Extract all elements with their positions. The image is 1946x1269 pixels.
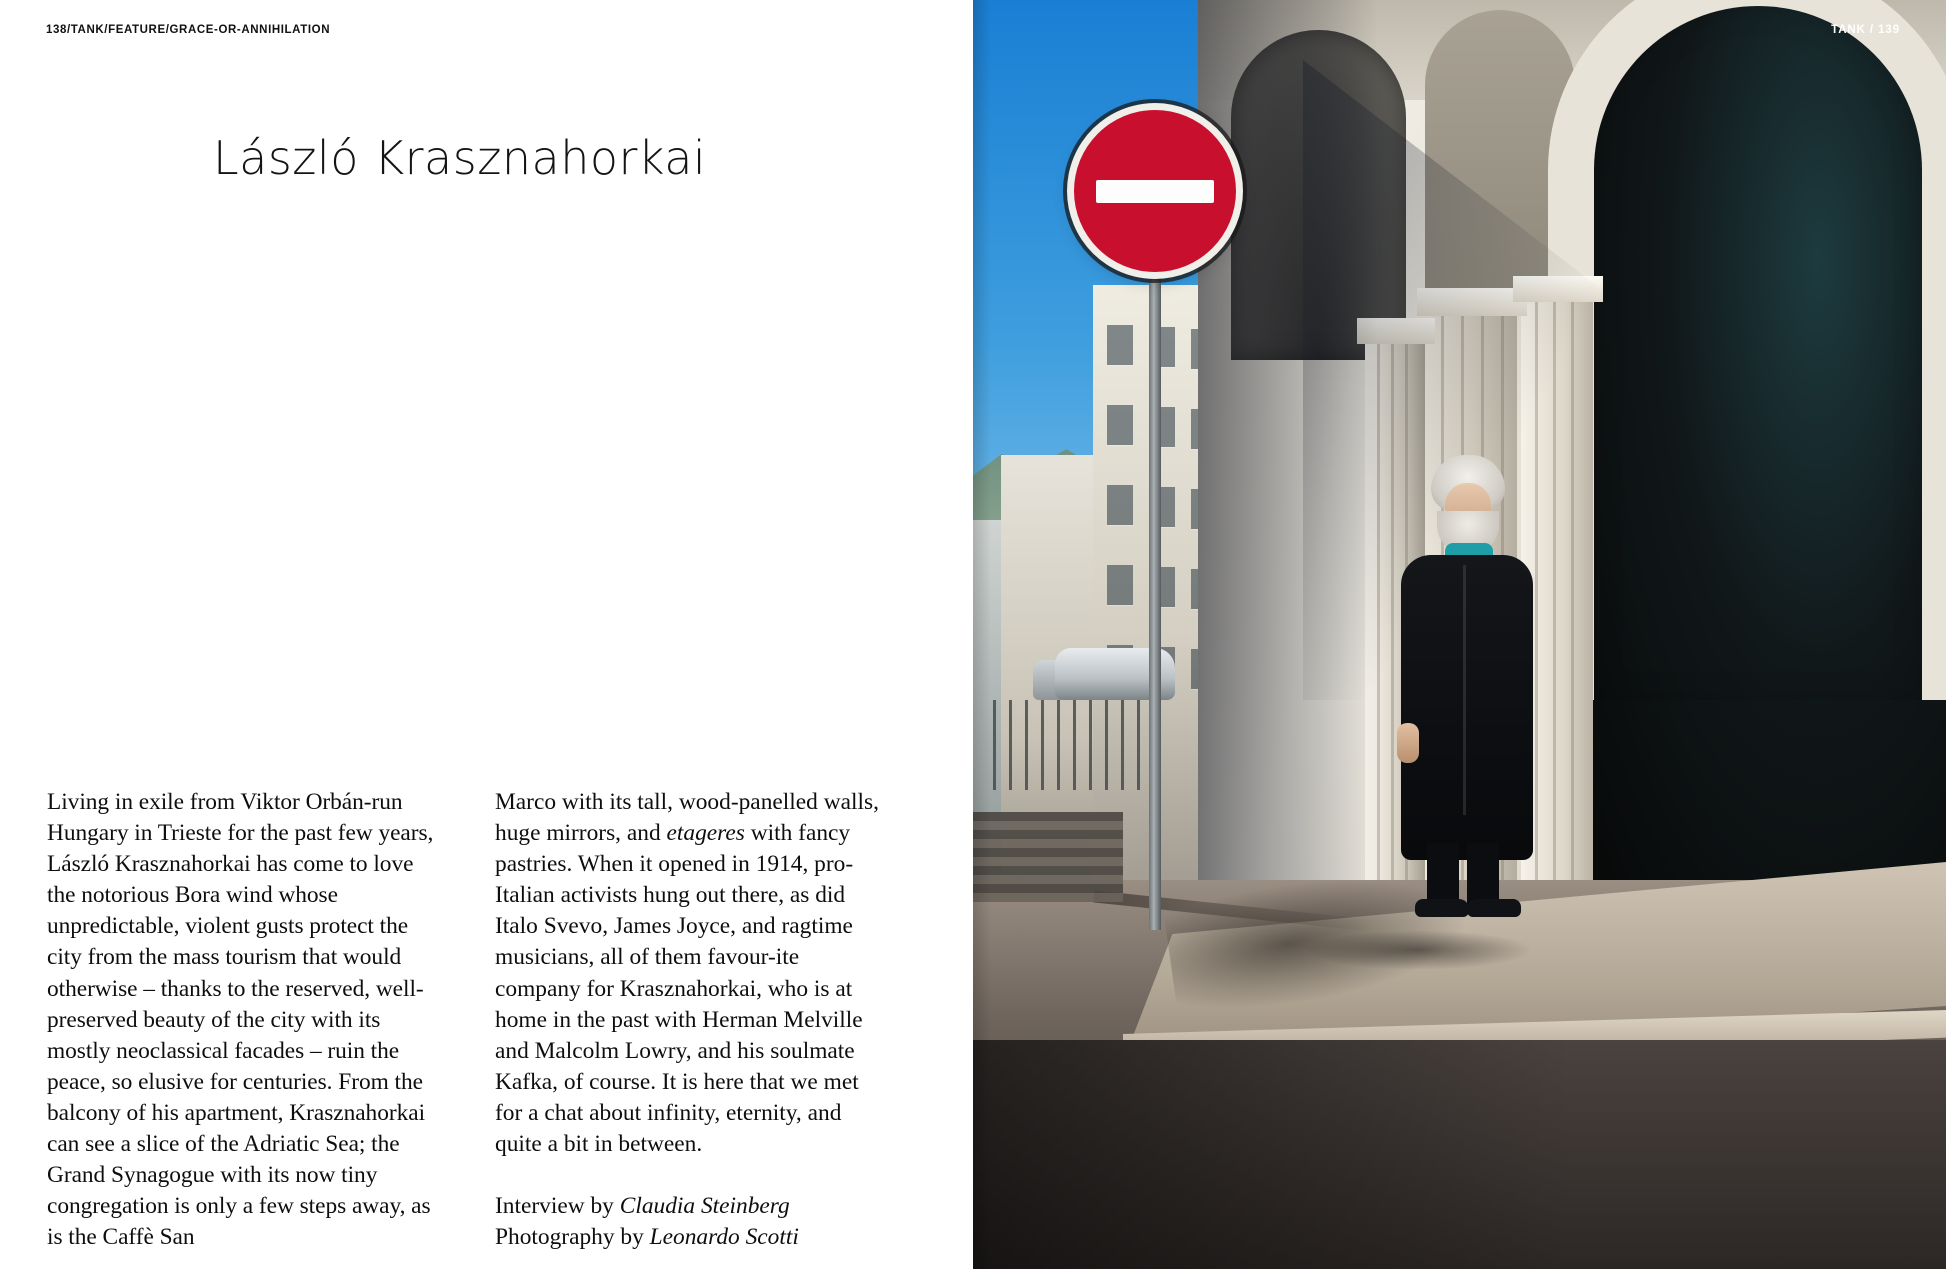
credits-block: [495, 1191, 890, 1253]
credit-photography-name: Leonardo Scotti: [649, 1224, 799, 1251]
building-window: [1107, 565, 1133, 605]
right-page: [973, 0, 1946, 1269]
intro-paragraph-1: Living in exile from Viktor Orbán-run Hungary in Trieste for the past few years, László Krasznahorkai has come to love the notorious Bora wind whose unpredictable, violent gusts protect the city from the mass tourism that would otherwise – thanks to the reserved, well-preserved beauty of the city with its mostly neoclassical facades – ruin the peace, so elusive for centuries. From the balcony of his apartment, Krasznahorkai can see a slice of the Adriatic Sea; the Grand Synagogue with its now tiny congregation is only a few steps away, as is the Caffè San: [47, 789, 434, 1251]
credit-photography: [495, 1222, 890, 1253]
page-title: László Krasznahorkai: [213, 130, 707, 185]
paragraph-2-part1: Marco with its tall, wood-panelled walls, huge mirrors, and: [495, 789, 879, 847]
credit-interview: [495, 1191, 890, 1222]
subject-coat: [1401, 555, 1533, 860]
road-shadow: [973, 1040, 1573, 1269]
sign-post: [1149, 250, 1161, 930]
left-page-folio: 138/TANK/FEATURE/GRACE-OR-ANNIHILATION: [46, 24, 331, 36]
no-entry-sign-icon: [1074, 110, 1236, 272]
credit-interview-label: Interview by: [495, 1193, 620, 1220]
intro-paragraph-2: [495, 787, 890, 1160]
body-columns: [47, 787, 917, 1253]
column-right: [495, 787, 890, 1253]
subject-shoe-right: [1467, 899, 1521, 917]
column-left: [47, 787, 442, 1253]
subject-leg-left: [1427, 843, 1459, 905]
paragraph-2-part2: with fancy pastries. When it opened in 1914, pro-Italian activists hung out there, as did Italo Svevo, James Joyce, and ragtime musicians, all of them favour-ite company for Krasznahorkai, who is at home in the past with Herman Melville and Malcolm Lowry, and his soulmate Kafka, of course. It is here that we met for a chat about infinity, eternity, and quite a bit in between.: [495, 820, 863, 1158]
subject-leg-right: [1467, 843, 1499, 905]
building-window: [1107, 485, 1133, 525]
arch-ring: [1548, 0, 1946, 700]
subject-shoe-left: [1415, 899, 1469, 917]
etageres-italic: etageres: [666, 820, 745, 847]
credit-interview-name: Claudia Steinberg: [619, 1193, 790, 1220]
portrait-subject: [1379, 455, 1554, 925]
photograph: [973, 0, 1946, 1269]
subject-hand: [1397, 723, 1419, 763]
credit-photography-label: Photography by: [495, 1224, 650, 1251]
street-railing: [993, 700, 1163, 790]
street-steps: [973, 812, 1123, 902]
building-window: [1107, 325, 1133, 365]
man-cast-shadow: [1303, 930, 1533, 970]
right-page-folio: TANK / 139: [1831, 24, 1900, 36]
building-window: [1107, 405, 1133, 445]
